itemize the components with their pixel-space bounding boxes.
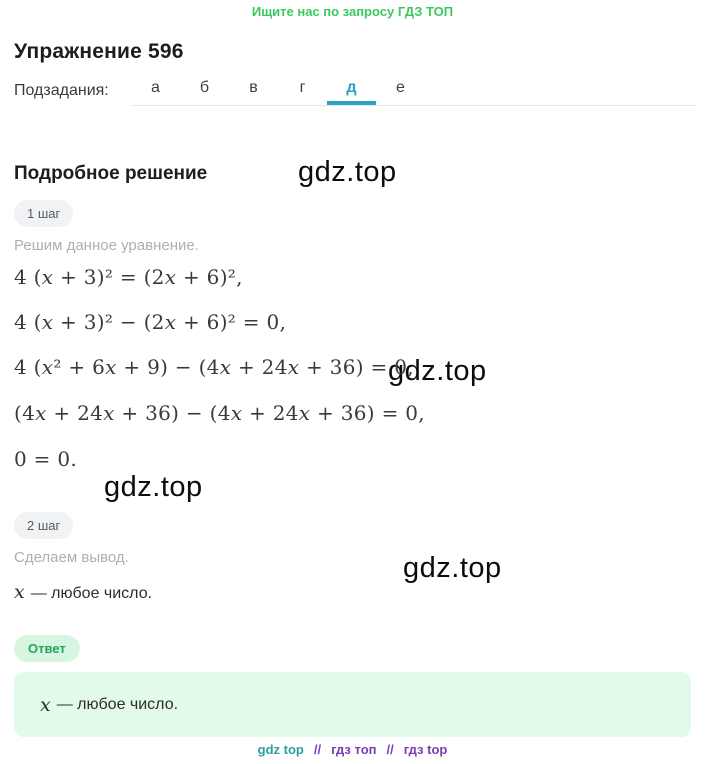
section-title: Подробное решение <box>14 162 208 184</box>
step-1-hint: Решим данное уравнение. <box>14 237 199 254</box>
equation-3: 4 (x² + 6x + 9) − (4x + 24x + 36) = 0, <box>14 355 414 379</box>
equation-2: 4 (x + 3)² − (2x + 6)² = 0, <box>14 310 287 334</box>
subtask-tab-v[interactable]: в <box>249 79 258 96</box>
equation-5: 0 = 0. <box>14 447 78 471</box>
watermark-gdztop-1: gdz.top <box>298 156 397 188</box>
conclusion-text: — любое число. <box>30 585 153 602</box>
footer-link-gdz-top[interactable]: gdz top <box>257 742 304 757</box>
equation-4: (4x + 24x + 36) − (4x + 24x + 36) = 0, <box>14 401 425 425</box>
conclusion-variable: x <box>14 581 25 603</box>
footer-links <box>0 742 705 757</box>
answer-variable: x <box>40 693 51 716</box>
answer-badge: Ответ <box>14 635 80 662</box>
watermark-gdztop-4: gdz.top <box>403 552 502 584</box>
step-1-badge: 1 шаг <box>14 200 73 227</box>
conclusion-line <box>14 581 152 603</box>
footer-link-gdz-top-mixed[interactable]: гдз top <box>403 742 448 757</box>
exercise-title: Упражнение 596 <box>14 40 184 64</box>
subtasks-label: Подзадания: <box>14 82 109 99</box>
footer-separator-2: // <box>386 742 394 757</box>
footer-link-gdz-top-cyrillic[interactable]: гдз топ <box>331 742 377 757</box>
subtask-tab-g[interactable]: г <box>299 79 306 96</box>
watermark-gdztop-3: gdz.top <box>104 471 203 503</box>
step-2-hint: Сделаем вывод. <box>14 549 129 566</box>
subtask-tab-e[interactable]: е <box>396 79 405 96</box>
answer-text: — любое число. <box>56 695 179 713</box>
subtask-tab-a[interactable]: а <box>151 79 160 96</box>
watermark-gdztop-2: gdz.top <box>388 355 487 387</box>
subtask-tab-d-active[interactable]: д <box>327 74 376 105</box>
footer-separator-1: // <box>313 742 322 757</box>
answer-box <box>14 672 691 737</box>
promo-top-note: Ищите нас по запросу ГДЗ ТОП <box>251 4 454 19</box>
subtask-tab-b[interactable]: б <box>199 79 210 96</box>
subtask-tabs <box>131 74 695 106</box>
equation-1: 4 (x + 3)² = (2x + 6)², <box>14 265 243 289</box>
step-2-badge: 2 шаг <box>14 512 73 539</box>
